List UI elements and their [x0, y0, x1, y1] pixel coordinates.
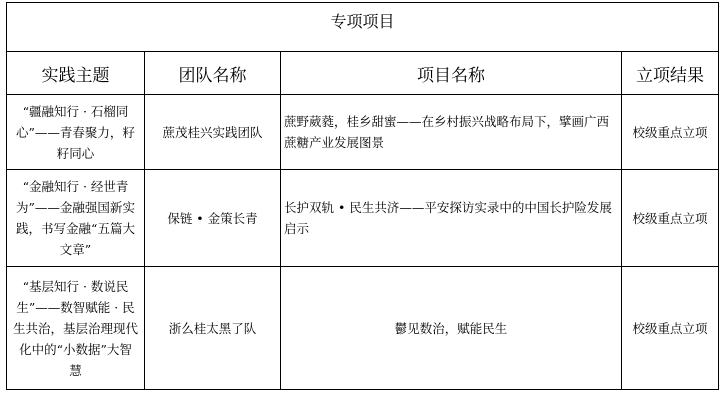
project-cell: 鬱见数治，赋能民生: [281, 267, 622, 390]
header-project: 项目名称: [281, 52, 622, 95]
table-row: [7, 95, 719, 170]
table-title: 专项项目: [7, 3, 719, 52]
header-result: 立项结果: [622, 52, 719, 95]
team-cell: 蔗茂桂兴实践团队: [145, 95, 281, 170]
result-cell: 校级重点立项: [622, 267, 719, 390]
result-cell: 校级重点立项: [622, 170, 719, 267]
table-row: [7, 267, 719, 390]
header-row: [7, 52, 719, 95]
theme-cell: “疆融知行 · 石榴同心”——青春聚力，籽籽同心: [7, 95, 145, 170]
header-theme: 实践主题: [7, 52, 145, 95]
team-cell: 浙么桂太黑了队: [145, 267, 281, 390]
theme-cell: “基层知行 · 数说民生”——数智赋能 · 民生共治，基层治理现代化中的“小数据”大智慧: [7, 267, 145, 390]
table-row: [7, 170, 719, 267]
result-cell: 校级重点立项: [622, 95, 719, 170]
theme-cell: “金融知行 · 经世青为”——金融强国新实践，书写金融“五篇大文章”: [7, 170, 145, 267]
project-cell: 长护双轨 • 民生共济——平安探访实录中的中国长护险发展启示: [281, 170, 622, 267]
project-cell: 蔗野葳蕤，桂乡甜蜜——在乡村振兴战略布局下，擘画广西蔗糖产业发展图景: [281, 95, 622, 170]
team-cell: 保链 • 金策长青: [145, 170, 281, 267]
project-table: [6, 2, 719, 390]
header-team: 团队名称: [145, 52, 281, 95]
